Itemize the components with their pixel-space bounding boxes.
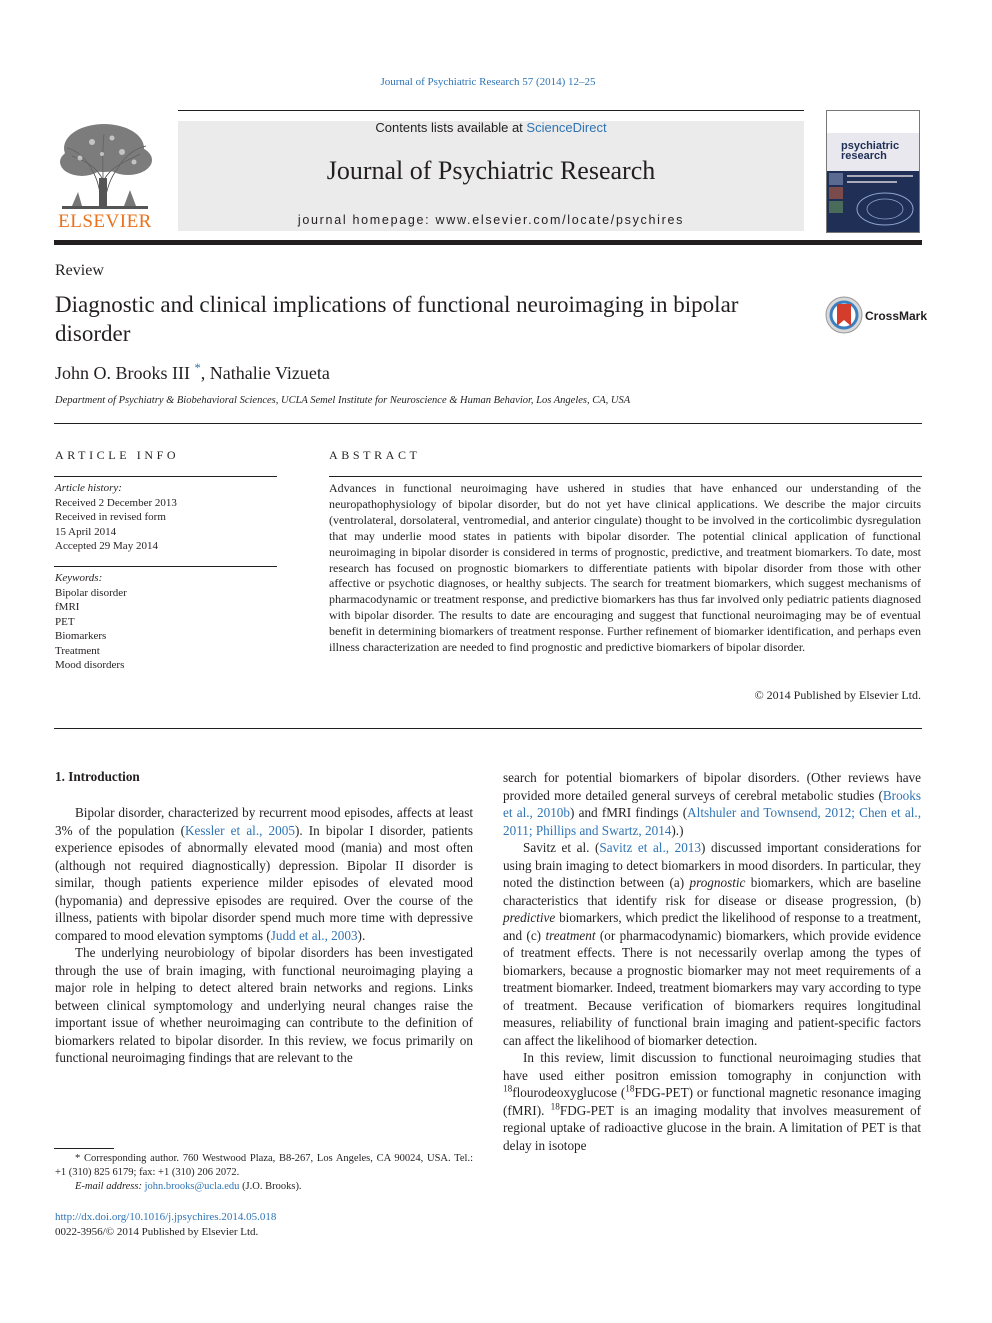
journal-homepage [178,213,804,227]
footnote [55,1152,473,1194]
elsevier-wordmark: ELSEVIER [58,211,152,232]
keyword: Biomarkers [55,630,107,642]
text-run: Savitz et al. ( [523,840,600,855]
text-run: ). In bipolar I disorder, patients experience episodes of abnormally elevated mood (mania) and most often (although not required diagnostically) depression. Bipolar II disorder is similar, though patients experience milder episodes of elevated mood (hypomania) and depressive episodes are required. Over the course of the illness, patients with bipolar disorder spend much more time with depressive compared to mood elevation symptoms ( [55,822,473,943]
text-run: ) and fMRI findings ( [570,805,688,820]
issn-line: 0022-3956/© 2014 Published by Elsevier Ltd. [55,1226,259,1238]
footnote-line [55,1152,473,1180]
paragraph [503,1049,921,1154]
text-run: flourodeoxyglucose ( [512,1085,626,1100]
doi-link[interactable]: http://dx.doi.org/10.1016/j.jpsychires.2014.05.018 [55,1211,277,1223]
corresponding-author-mark[interactable]: * [194,361,201,375]
article-info-heading: ARTICLE INFO [55,448,180,462]
homepage-prefix: journal homepage: [297,213,436,227]
copyright-line: © 2014 Published by Elsevier Ltd. [754,688,921,702]
affiliation: Department of Psychiatry & Biobehavioral Sciences, UCLA Semel Institute for Neuroscience & Human Behavior, Los Angeles, CA, USA [55,395,631,406]
author-name: Nathalie Vizueta [209,363,330,383]
keywords-label: Keywords: [55,572,103,584]
masthead-top-rule [178,110,804,111]
superscript: 18 [625,1083,635,1094]
masthead-bottom-rule [54,240,922,245]
paragraph [55,804,473,944]
author-name: John O. Brooks III [55,363,190,383]
text-run: FDG-PET is an imaging modality that involves measurement of regional uptake of radioactive glucose in the brain. A limitation of PET is that delay in isotope [503,1102,921,1153]
crossmark-icon [825,296,863,334]
contents-prefix: Contents lists available at [375,120,527,135]
divider [54,566,277,567]
footnote-email-line [55,1180,473,1194]
citation-link[interactable]: Judd et al., 2003 [270,927,358,943]
article-history [55,481,280,554]
keyword: Mood disorders [55,659,125,671]
author-separator: , [200,363,210,383]
email-link[interactable]: john.brooks@ucla.edu [144,1181,240,1192]
body-column-left [55,804,473,1067]
body-column-right [503,769,921,1154]
divider [54,476,277,477]
citation-link[interactable]: Altshuler and Townsend, 2012; Chen et al., 2011; Phillips and Swartz, 2014 [503,805,922,838]
term: predictive [503,910,556,925]
keyword: Treatment [55,644,100,657]
journal-cover-thumbnail[interactable] [826,110,920,233]
keyword-list [55,571,280,673]
email-label: E-mail address: [75,1181,145,1192]
divider [54,728,922,729]
text-run: search for potential biomarkers of bipolar disorders. (Other reviews have provided more detailed general surveys of cerebral metabolic studies ( [503,770,921,803]
keyword: fMRI [55,601,80,613]
keyword: PET [55,615,75,628]
cover-journal-name: psychiatric research [841,140,900,162]
abstract-text: Advances in functional neuroimaging have ushered in studies that have enhanced our understanding of the neuropathophysiology of bipolar disorder, but do not yet have clinical applications. We describe the major circuits (ventrolateral, dorsolateral, ventromedial, and anterior cingulate) thought to be involved in the corticolimbic dysregulation that may underlie mood states in patients with bipolar disorder. The potential clinical application of functional neuroimaging in bipolar disorder is considered in terms of prognostic, predictive, and treatment biomarkers. To date, most research has focused on prognostic biomarkers to differentiate patients with bipolar disorder from those with other affective or psychotic diagnoses, or healthy subjects. The search for treatment biomarkers, which suggest mechanisms of pharmacodynamic or treatment response, and predictive biomarkers has thus far involved only pediatric patients diagnosed with bipolar disorder. The results to date are encouraging and suggest that functional neuroimaging may be of eventual benefit in determining biomarkers of treatment response. Further refinement of biomarker identification, and perhaps even illness characterization are needed to find prognostic and predictive biomarkers of bipolar disorder. [329,481,921,655]
history-line: 15 April 2014 [55,525,117,538]
text-run: ) discussed important considerations for using brain imaging to detect biomarkers in mood disorders. In particular, they noted the distinction between (a) [503,840,921,890]
history-label: Article history: [55,482,122,494]
term: treatment [545,927,596,943]
term: prognostic [689,875,746,890]
citation-link[interactable]: Kessler et al., 2005 [185,822,295,838]
text-run: (or pharmacodynamic) biomarkers, which provide evidence of treatment effects. There is not necessarily overlap among the types of biomarkers, because a prognostic biomarker may not meet requirements of a treatment biomarker. Indeed, treatment biomarkers may vary according to type of treatment. Because verification of biomarkers requires longitudinal measures, reliability of functional brain imaging and patient-specific factors can affect the likelihood of biomarker detection. [503,927,921,1048]
history-line: Accepted 29 May 2014 [55,540,158,552]
journal-title: Journal of Psychiatric Research [326,156,656,185]
text-run: Bipolar disorder, characterized by recurrent mood episodes, affects at least 3% of the population ( [55,805,473,838]
divider [329,476,922,477]
email-suffix: (J.O. Brooks). [239,1181,302,1192]
crossmark-label: CrossMark [865,309,928,323]
text-run: FDG-PET) or functional magnetic resonance imaging (fMRI). [503,1085,921,1118]
sciencedirect-link[interactable]: ScienceDirect [526,120,607,135]
article-type: Review [55,262,104,279]
history-line: Received in revised form [55,511,166,523]
footnote-text: Corresponding author. 760 Westwood Plaza, B8-267, Los Angeles, CA 90024, USA. Tel.: +1 (310) 825 6179; fax: +1 (310) 206 2072. [55,1153,473,1178]
crossmark-badge[interactable] [825,296,928,336]
text-run: biomarkers, which predict the likelihood of response to a treatment, and (c) [503,910,921,943]
superscript: 18 [503,1083,513,1094]
author-list [55,363,330,384]
journal-citation[interactable]: Journal of Psychiatric Research 57 (2014) 12–25 [380,76,596,88]
citation-link[interactable]: Brooks et al., 2010b [503,787,921,820]
homepage-url[interactable]: www.elsevier.com/locate/psychires [435,213,685,227]
text-run: ). [357,927,366,943]
text-run: In this review, limit discussion to functional neuroimaging studies that have used either positron emission tomography in conjunction with [503,1050,921,1083]
keyword: Bipolar disorder [55,586,127,599]
text-run: biomarkers, which are baseline characteristics that identify risk for disease or disease progression, (b) [503,875,921,908]
paragraph: The underlying neurobiology of bipolar disorders has been investigated through the use of brain imaging, with functional neuroimaging playing a major role in helping to detect altered brain networks and regions. Links between clinical symptomology and underlying neural changes raise the important issue of whether neuroimaging can contribute to the definition of biomarkers related to bipolar disorder. In this review, we focus primarily on functional neuroimaging findings that are relevant to the [55,945,473,1065]
section-heading: 1. Introduction [55,769,140,784]
footnote-rule [54,1148,114,1149]
paragraph [503,839,921,1049]
paragraph [503,769,921,839]
footnote-mark: * [75,1153,81,1164]
citation-link[interactable]: Savitz et al., 2013 [599,840,701,855]
superscript: 18 [550,1101,560,1112]
article-title: Diagnostic and clinical implications of functional neuroimaging in bipolar disorder [55,292,739,346]
divider [54,423,922,424]
contents-line [178,120,804,135]
text-run: ).) [671,822,684,838]
cover-art [827,111,919,232]
abstract-heading: ABSTRACT [329,448,421,462]
history-line: Received 2 December 2013 [55,496,177,509]
